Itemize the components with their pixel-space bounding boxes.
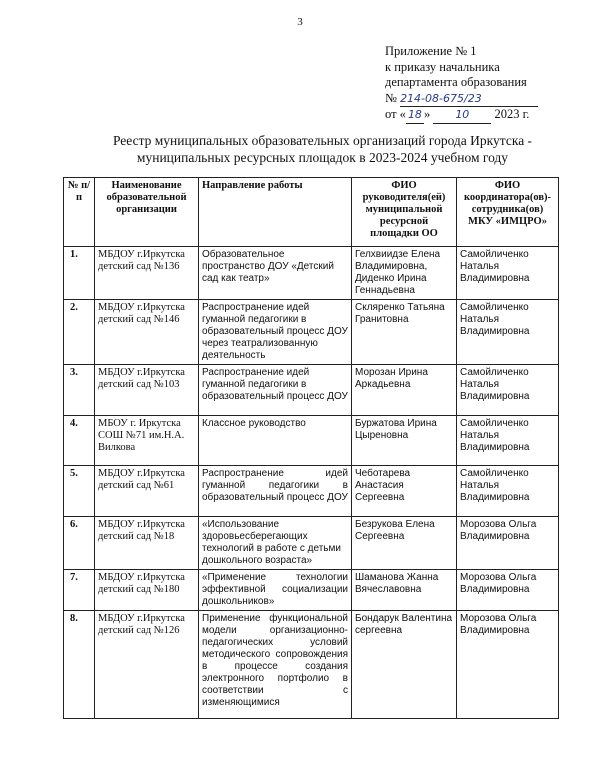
row-coordinator: Морозова Ольга Владимировна xyxy=(457,570,559,611)
row-head: Чеботарева Анастасия Сергеевна xyxy=(352,466,457,517)
appendix-line-3: департамента образования xyxy=(385,75,527,89)
row-coordinator: Самойличенко Наталья Владимировна xyxy=(457,365,559,416)
row-direction: Применение функциональной модели организационно-педагогических условий методического сопровождения в процессе создания электронного портфолио в соответствии с изменяющимися xyxy=(199,611,352,719)
header-head: ФИО руководителя(ей) муниципальной ресурсной площадки ОО xyxy=(352,178,457,247)
row-direction: Распространение идей гуманной педагогики в образовательный процесс ДОУ xyxy=(199,466,352,517)
row-num: 5. xyxy=(64,466,95,517)
order-number-value: 214-08-675/23 xyxy=(400,91,538,108)
row-coordinator: Морозова Ольга Владимировна xyxy=(457,517,559,570)
row-org: МБДОУ г.Иркутска детский сад №103 xyxy=(95,365,199,416)
row-head: Гелхвиидзе Елена Владимировна, Диденко Ирина Геннадьевна xyxy=(352,247,457,300)
appendix-line-2: к приказу начальника xyxy=(385,59,500,74)
header-direction: Направление работы xyxy=(199,178,352,247)
header-num: № п/п xyxy=(64,178,95,247)
order-date-year: 2023 г. xyxy=(494,107,530,121)
page-number: 3 xyxy=(297,16,303,28)
title-line-1: Реестр муниципальных образовательных организаций города Иркутска - xyxy=(112,133,533,148)
header-org: Наименование образовательной организации xyxy=(95,178,199,247)
row-org: МБОУ г. Иркутска СОШ №71 им.Н.А. Вилкова xyxy=(95,416,199,466)
row-head: Скляренко Татьяна Гранитовна xyxy=(352,300,457,365)
row-direction: «Использование здоровьесберегающих технологий в работе с детьми дошкольного возраста» xyxy=(199,517,352,570)
row-coordinator: Самойличенко Наталья Владимировна xyxy=(457,416,559,466)
table-row xyxy=(64,611,559,719)
row-direction: Образовательное пространство ДОУ «Детский сад как театр» xyxy=(199,247,352,300)
row-num: 7. xyxy=(64,570,95,611)
table-row xyxy=(64,300,559,365)
header-coordinator: ФИО координатора(ов)-сотрудника(ов) МКУ «ИМЦРО» xyxy=(457,178,559,247)
row-num: 2. xyxy=(64,300,95,365)
order-date-mid: » xyxy=(423,107,431,121)
order-number-prefix: № xyxy=(385,90,397,105)
row-direction: Классное руководство xyxy=(199,416,352,466)
order-date-day: 18 xyxy=(406,107,424,124)
row-head: Бондарук Валентина сергеевна xyxy=(352,611,457,719)
row-head: Шаманова Жанна Вячеславовна xyxy=(352,570,457,611)
row-head: Морозан Ирина Аркадьевна xyxy=(352,365,457,416)
row-coordinator: Самойличенко Наталья Владимировна xyxy=(457,466,559,517)
row-direction: Распространение идей гуманной педагогики в образовательный процесс ДОУ через театрализованную деятельность xyxy=(199,300,352,365)
row-org: МБДОУ г.Иркутска детский сад №146 xyxy=(95,300,199,365)
order-date-prefix: от « xyxy=(385,107,406,121)
row-org: МБДОУ г.Иркутска детский сад №18 xyxy=(95,517,199,570)
table-header-row xyxy=(64,178,559,247)
row-num: 6. xyxy=(64,517,95,570)
title-line-2: муниципальных ресурсных площадок в 2023-2024 учебном году xyxy=(136,149,509,165)
document-title xyxy=(100,133,545,166)
row-coordinator: Самойличенко Наталья Владимировна xyxy=(457,300,559,365)
order-number-line xyxy=(385,91,545,108)
row-head: Безрукова Елена Сергеевна xyxy=(352,517,457,570)
appendix-block xyxy=(385,44,545,124)
table-row xyxy=(64,247,559,300)
row-org: МБДОУ г.Иркутска детский сад №136 xyxy=(95,247,199,300)
order-date-month: 10 xyxy=(433,107,491,124)
row-coordinator: Самойличенко Наталья Владимировна xyxy=(457,247,559,300)
row-direction: Распространение идей гуманной педагогики в образовательный процесс ДОУ xyxy=(199,365,352,416)
row-direction: «Применение технологии эффективной социализации дошкольников» xyxy=(199,570,352,611)
row-num: 8. xyxy=(64,611,95,719)
table-row xyxy=(64,466,559,517)
row-org: МБДОУ г.Иркутска детский сад №126 xyxy=(95,611,199,719)
table-row xyxy=(64,570,559,611)
table-row xyxy=(64,365,559,416)
appendix-line-1: Приложение № 1 xyxy=(385,44,477,58)
row-num: 1. xyxy=(64,247,95,300)
row-head: Буржатова Ирина Цыреновна xyxy=(352,416,457,466)
row-num: 3. xyxy=(64,365,95,416)
table-row xyxy=(64,416,559,466)
row-org: МБДОУ г.Иркутска детский сад №61 xyxy=(95,466,199,517)
row-coordinator: Морозова Ольга Владимировна xyxy=(457,611,559,719)
registry-table xyxy=(63,177,559,719)
order-date-line xyxy=(385,107,545,124)
row-org: МБДОУ г.Иркутска детский сад №180 xyxy=(95,570,199,611)
row-num: 4. xyxy=(64,416,95,466)
table-row xyxy=(64,517,559,570)
